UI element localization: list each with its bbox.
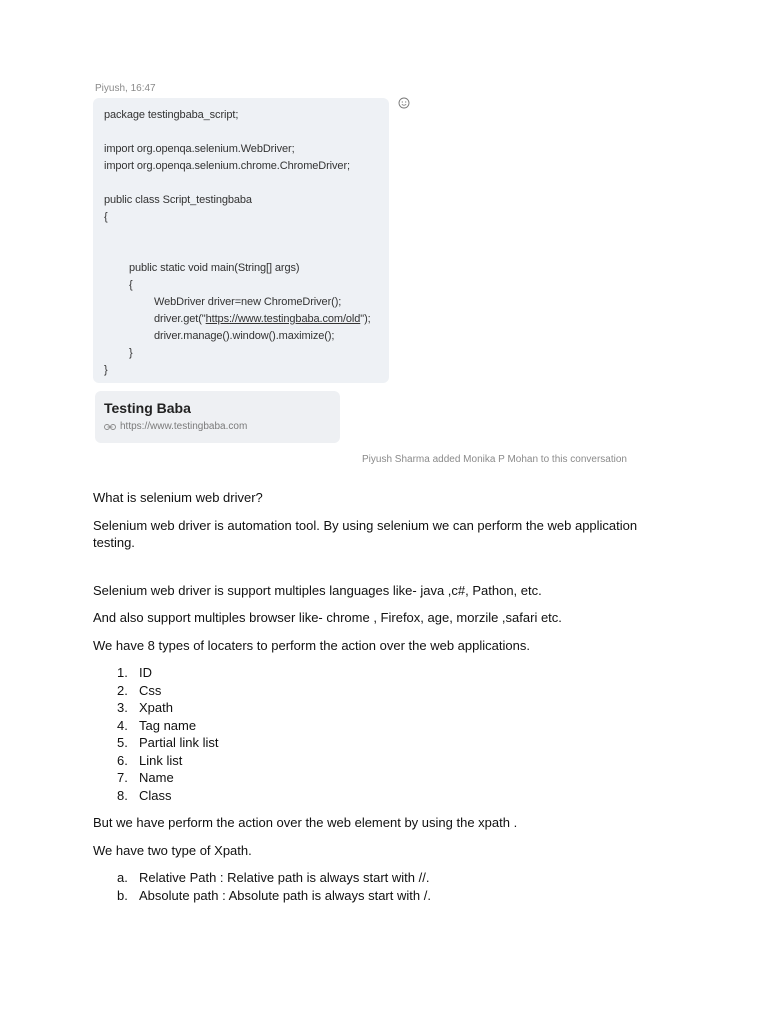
xpath-types-list: [93, 869, 673, 904]
question-text: What is selenium web driver?: [93, 490, 263, 505]
list-item-number: 4.: [117, 717, 128, 733]
list-item: [93, 734, 673, 752]
code-line: [104, 175, 389, 192]
code-line: {: [129, 279, 133, 291]
code-line: {: [104, 211, 108, 223]
code-line: driver.get("https://www.testingbaba.com/old");: [154, 313, 371, 325]
list-item: [93, 664, 673, 682]
code-line: public class Script_testingbaba: [104, 194, 252, 206]
list-item: [93, 869, 673, 887]
list-item-number: 6.: [117, 752, 128, 768]
list-item: [93, 769, 673, 787]
list-item-text: Xpath: [139, 700, 173, 715]
code-line: [104, 243, 389, 260]
list-item-number: 7.: [117, 770, 128, 785]
code-message-bubble: [93, 98, 389, 383]
code-line: WebDriver driver=new ChromeDriver();: [154, 296, 342, 308]
list-item-text: Css: [139, 682, 162, 698]
list-item: [93, 717, 673, 735]
document-body: [93, 489, 673, 914]
list-item: [93, 752, 673, 770]
code-line: [104, 226, 389, 243]
list-item-text: Link list: [139, 752, 183, 768]
code-url-link[interactable]: https://www.testingbaba.com/old: [205, 313, 361, 325]
list-item-number: 5.: [117, 735, 128, 750]
link-icon: [104, 423, 116, 431]
list-item-number: 2.: [117, 682, 128, 698]
list-item-number: 8.: [117, 787, 128, 803]
list-item-text: Tag name: [139, 717, 197, 733]
link-preview-url: https://www.testingbaba.com: [120, 421, 248, 432]
code-line: package testingbaba_script;: [104, 109, 239, 121]
code-line: import org.openqa.selenium.WebDriver;: [104, 143, 295, 155]
list-item-text: ID: [139, 665, 152, 680]
code-line: }: [129, 347, 133, 359]
link-preview-title: Testing Baba: [104, 400, 191, 416]
list-item-text: Partial link list: [139, 735, 219, 750]
system-message: Piyush Sharma added Monika P Mohan to this conversation: [362, 454, 627, 465]
list-item-number: 3.: [117, 700, 128, 715]
list-item: [93, 699, 673, 717]
list-item: [93, 682, 673, 700]
locators-list: [93, 664, 673, 804]
list-item: [93, 787, 673, 805]
list-item-text: Relative Path : Relative path is always start with //.: [139, 870, 430, 885]
code-line: }: [104, 364, 108, 376]
list-item: [93, 887, 673, 905]
list-item-number: 1.: [117, 665, 128, 680]
code-line: [104, 124, 389, 141]
blank-line: [93, 562, 673, 582]
list-item-number: a.: [117, 870, 128, 885]
languages-text: Selenium web driver is support multiples languages like- java ,c#, Pathon, etc.: [93, 582, 542, 598]
code-line: import org.openqa.selenium.chrome.ChromeDriver;: [104, 160, 350, 172]
browsers-text: And also support multiples browser like- chrome , Firefox, age, morzile ,safari etc.: [93, 610, 562, 625]
list-item-text: Absolute path : Absolute path is always start with /.: [139, 887, 431, 903]
list-item-text: Name: [139, 770, 174, 785]
code-line: driver.manage().window().maximize();: [154, 330, 335, 342]
link-preview-url-row[interactable]: [104, 421, 331, 432]
code-line: public static void main(String[] args): [129, 262, 300, 274]
message-sender-time: Piyush, 16:47: [95, 83, 156, 94]
xpath-types-intro-text: We have two type of Xpath.: [93, 842, 252, 858]
locators-intro-text: We have 8 types of locaters to perform the action over the web applications.: [93, 637, 530, 653]
emoji-reaction-icon[interactable]: [398, 97, 410, 109]
list-item-number: b.: [117, 887, 128, 903]
xpath-note-text: But we have perform the action over the web element by using the xpath .: [93, 815, 518, 830]
list-item-text: Class: [139, 787, 172, 803]
link-preview-card[interactable]: [95, 391, 340, 443]
answer-text: Selenium web driver is automation tool. By using selenium we can perform the web application testing.: [93, 517, 638, 550]
